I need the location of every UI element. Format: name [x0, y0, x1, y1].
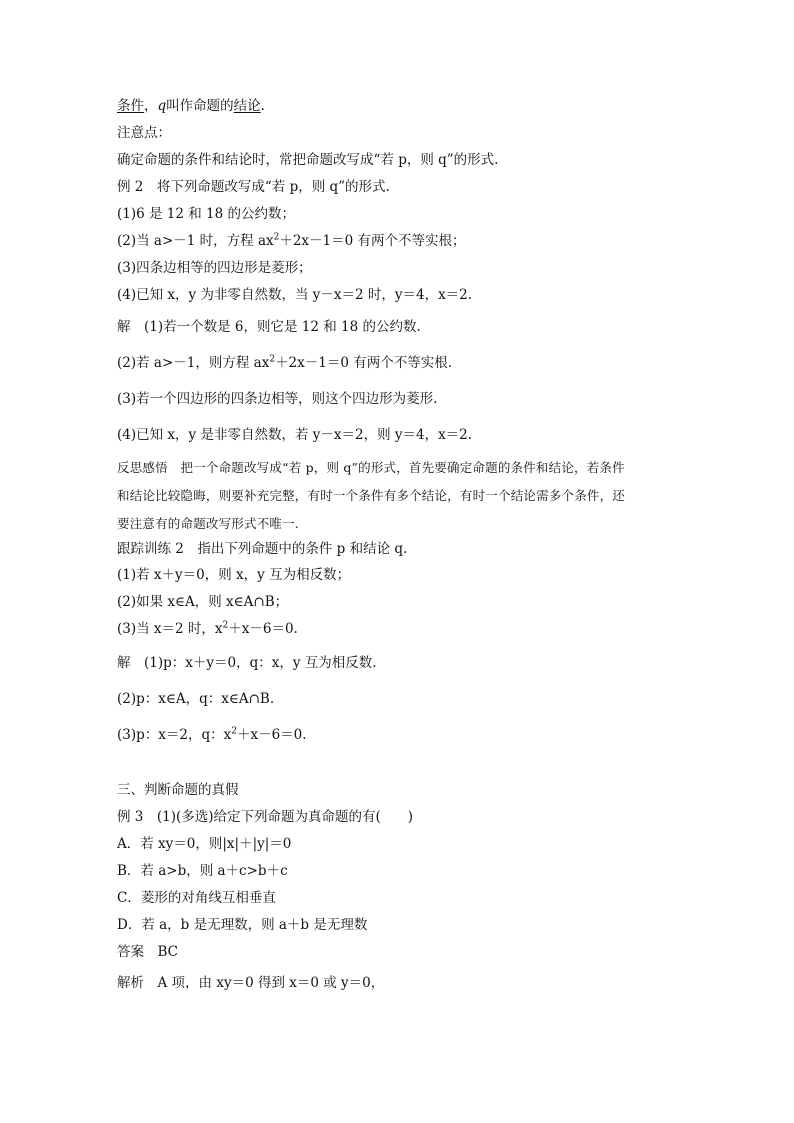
practice-solution-3: (3)p：x＝2，q：$x^2+x-6=0$.: [117, 726, 307, 743]
example-2-item-1: (1)6 是 12 和 18 的公约数；: [117, 206, 296, 222]
solution-4: (4)已知 x，y 是非零自然数，若 y－x＝2，则 y＝4，x＝2.: [117, 427, 473, 443]
reflection-line-3: 要注意有的命题改写形式不唯一.: [117, 516, 299, 531]
option-b: B．若 a>b，则 a＋c>b＋c: [117, 863, 288, 879]
option-c: C．菱形的对角线互相垂直: [117, 890, 276, 906]
example-2-item-2: (2)当 a>－1 时，方程 $ax^2+2x-1=0$ 有两个不等实根；: [117, 232, 466, 249]
example-2-heading: 例 2 将下列命题改写成“若 p，则 q”的形式.: [117, 179, 390, 195]
practice-2-item-1: (1)若 x＋y＝0，则 x，y 互为相反数；: [117, 567, 351, 583]
note-text: 确定命题的条件和结论时，常把命题改写成“若 p，则 q”的形式.: [117, 152, 499, 168]
solution-3: (3)若一个四边形的四条边相等，则这个四边形为菱形.: [117, 391, 438, 407]
section-3-heading: 三、判断命题的真假: [117, 782, 239, 798]
solution-2: (2)若 a>－1，则方程 $ax^2+2x-1=0$ 有两个不等实根.: [117, 354, 453, 371]
example-3-heading: 例 3 (1)(多选)给定下列命题为真命题的有( ): [117, 809, 414, 825]
note-heading: 注意点：: [117, 125, 171, 141]
definition-continuation: 条件，q叫作命题的结论.: [117, 98, 265, 114]
reflection-line-1: 反思感悟 把一个命题改写成“若 p，则 q”的形式，首先要确定命题的条件和结论，若条件: [117, 460, 625, 475]
answer-line: 答案 BC: [117, 944, 179, 960]
term-conclusion: 结论: [233, 98, 261, 114]
option-d: D．若 a，b 是无理数，则 a＋b 是无理数: [117, 917, 368, 933]
practice-2-item-2: (2)如果 x∈A，则 x∈A∩B；: [117, 594, 289, 610]
practice-solution-1: 解 (1)p：x＋y＝0，q：x，y 互为相反数.: [117, 655, 377, 671]
example-2-item-3: (3)四条边相等的四边形是菱形；: [117, 260, 312, 276]
example-2-item-4: (4)已知 x，y 为非零自然数，当 y－x＝2 时，y＝4，x＝2.: [117, 287, 473, 303]
practice-2-heading: 跟踪训练 2 指出下列命题中的条件 p 和结论 q.: [117, 541, 408, 557]
practice-2-item-3: (3)当 x＝2 时，$x^2+x-6=0$.: [117, 620, 298, 637]
analysis-line: 解析 A 项，由 xy＝0 得到 x＝0 或 y＝0，: [117, 975, 385, 991]
term-condition: 条件: [117, 98, 144, 114]
practice-solution-2: (2)p：x∈A，q：x∈A∩B.: [117, 691, 275, 707]
option-a: A．若 xy＝0，则|x|＋|y|＝0: [117, 836, 292, 852]
solution-1: 解 (1)若一个数是 6，则它是 12 和 18 的公约数.: [117, 319, 421, 335]
reflection-line-2: 和结论比较隐晦，则要补充完整，有时一个条件有多个结论，有时一个结论需多个条件，还: [117, 488, 626, 503]
